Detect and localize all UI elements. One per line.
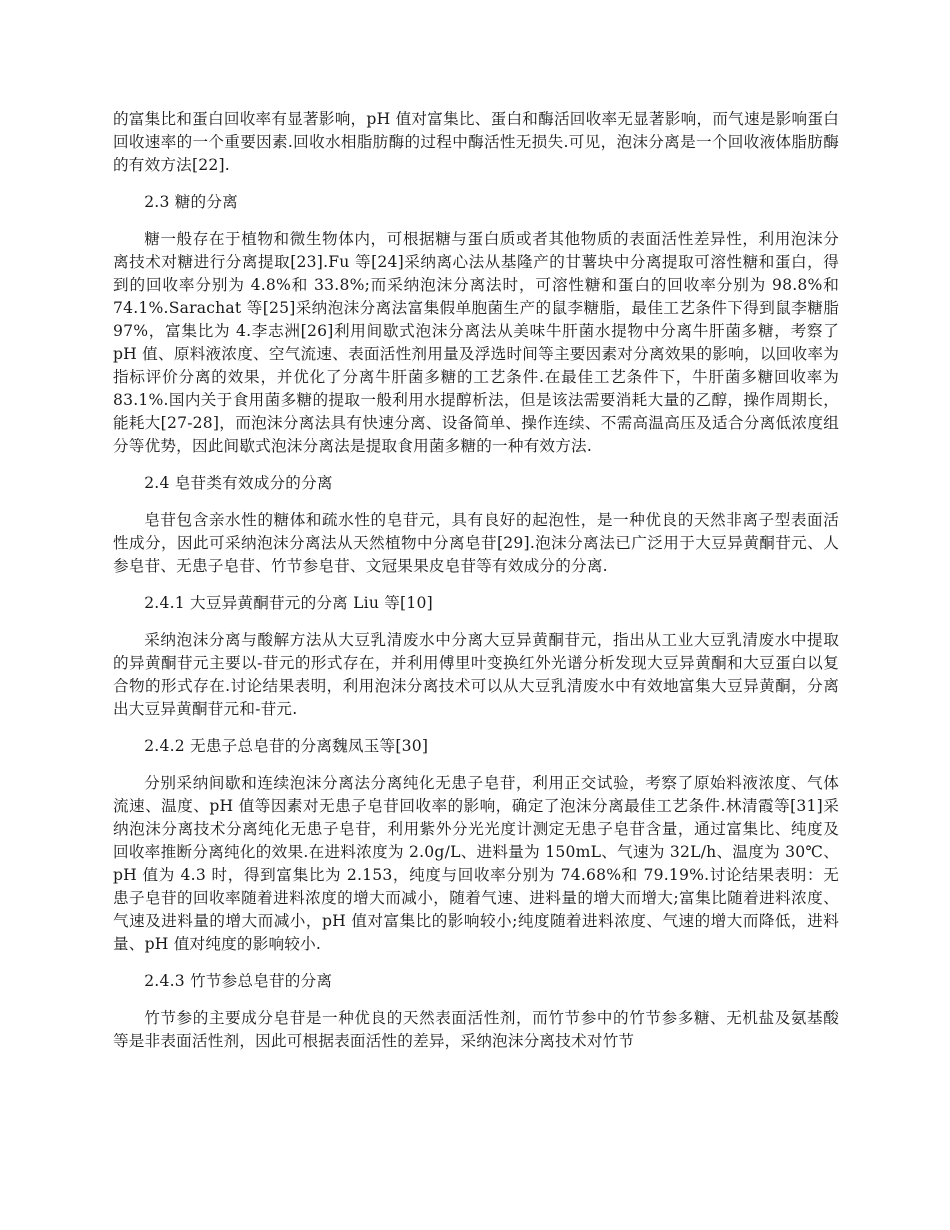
document-page xyxy=(113,108,839,1067)
paragraph-soy-isoflavone: 采纳泡沫分离与酸解方法从大豆乳清废水中分离大豆异黄酮苷元，指出从工业大豆乳清废水中提取的异黄酮苷元主要以-苷元的形式存在，并利用傅里叶变换红外光谱分析发现大豆异黄酮和大豆蛋白以复合物的形式存在.讨论结果表明，利用泡沫分离技术可以从大豆乳清废水中有效地富集大豆异黄酮，分离出大豆异黄酮苷元和-苷元. xyxy=(113,631,839,718)
section-heading-2-4-2: 2.4.2 无患子总皂苷的分离魏凤玉等[30] xyxy=(144,737,429,755)
section-heading-2-4-3: 2.4.3 竹节参总皂苷的分离 xyxy=(144,972,333,990)
paragraph-panax-saponin: 竹节参的主要成分皂苷是一种优良的天然表面活性剂，而竹节参中的竹节参多糖、无机盐及氨基酸等是非表面活性剂，因此可根据表面活性的差异，采纳泡沫分离技术对竹节 xyxy=(113,1009,839,1050)
section-heading-2-4-1: 2.4.1 大豆异黄酮苷元的分离 Liu 等[10] xyxy=(144,594,433,612)
paragraph-sapindus-saponin: 分别采纳间歇和连续泡沫分离法分离纯化无患子皂苷，利用正交试验，考察了原始料液浓度、气体流速、温度、pH 值等因素对无患子皂苷回收率的影响，确定了泡沫分离最佳工艺条件.林清霞等[31]采纳泡沫分离技术分离纯化无患子皂苷，利用紫外分光光度计测定无患子皂苷含量，通过富集比、纯度及回收率推断分离纯化的效果.在进料浓度为 2.0g/L、进料量为 150mL、气速为 32L/h、温度为 30℃、pH 值为 4.3 时，得到富集比为 2.153，纯度与回收率分别为 74.68%和 79.19%.讨论结果表明：无患子皂苷的回收率随着进料浓度的增大而减小，随着气速、进料量的增大而增大;富集比随着进料浓度、气速及进料量的增大而减小，pH 值对富集比的影响较小;纯度随着进料浓度、气速的增大而降低，进料量、pH 值对纯度的影响较小. xyxy=(113,774,839,953)
section-heading-2-3: 2.3 糖的分离 xyxy=(144,193,238,211)
paragraph-sugar-separation: 糖一般存在于植物和微生物体内，可根据糖与蛋白质或者其他物质的表面活性差异性，利用泡沫分离技术对糖进行分离提取[23].Fu 等[24]采纳离心法从基隆产的甘薯块中分离提取可溶性糖和蛋白，得到的回收率分别为 4.8%和 33.8%;而采纳泡沫分离法时，可溶性糖和蛋白的回收率分别为 98.8%和 74.1%.Sarachat 等[25]采纳泡沫分离法富集假单胞菌生产的鼠李糖脂，最佳工艺条件下得到鼠李糖脂 97%，富集比为 4.李志洲[26]利用间歇式泡沫分离法从美味牛肝菌水提物中分离牛肝菌多糖，考察了 pH 值、原料液浓度、空气流速、表面活性剂用量及浮选时间等主要因素对分离效果的影响，以回收率为指标评价分离的效果，并优化了分离牛肝菌多糖的工艺条件.在最佳工艺条件下，牛肝菌多糖回收率为 83.1%.国内关于食用菌多糖的提取一般利用水提醇析法，但是该法需要消耗大量的乙醇，操作周期长，能耗大[27-28]，而泡沫分离法具有快速分离、设备简单、操作连续、不需高温高压及适合分离低浓度组分等优势，因此间歇式泡沫分离法是提取食用菌多糖的一种有效方法. xyxy=(113,230,839,455)
paragraph-continued: 的富集比和蛋白回收率有显著影响，pH 值对富集比、蛋白和酶活回收率无显著影响，而气速是影响蛋白回收速率的一个重要因素.回收水相脂肪酶的过程中酶活性无损失.可见，泡沫分离是一个回收液体脂肪酶的有效方法[22]. xyxy=(113,110,839,174)
paragraph-saponin-separation: 皂苷包含亲水性的糖体和疏水性的皂苷元，具有良好的起泡性，是一种优良的天然非离子型表面活性成分，因此可采纳泡沫分离法从天然植物中分离皂苷[29].泡沫分离法已广泛用于大豆异黄酮苷元、人参皂苷、无患子皂苷、竹节参皂苷、文冠果果皮皂苷等有效成分的分离. xyxy=(113,511,839,575)
section-heading-2-4: 2.4 皂苷类有效成分的分离 xyxy=(144,474,333,492)
